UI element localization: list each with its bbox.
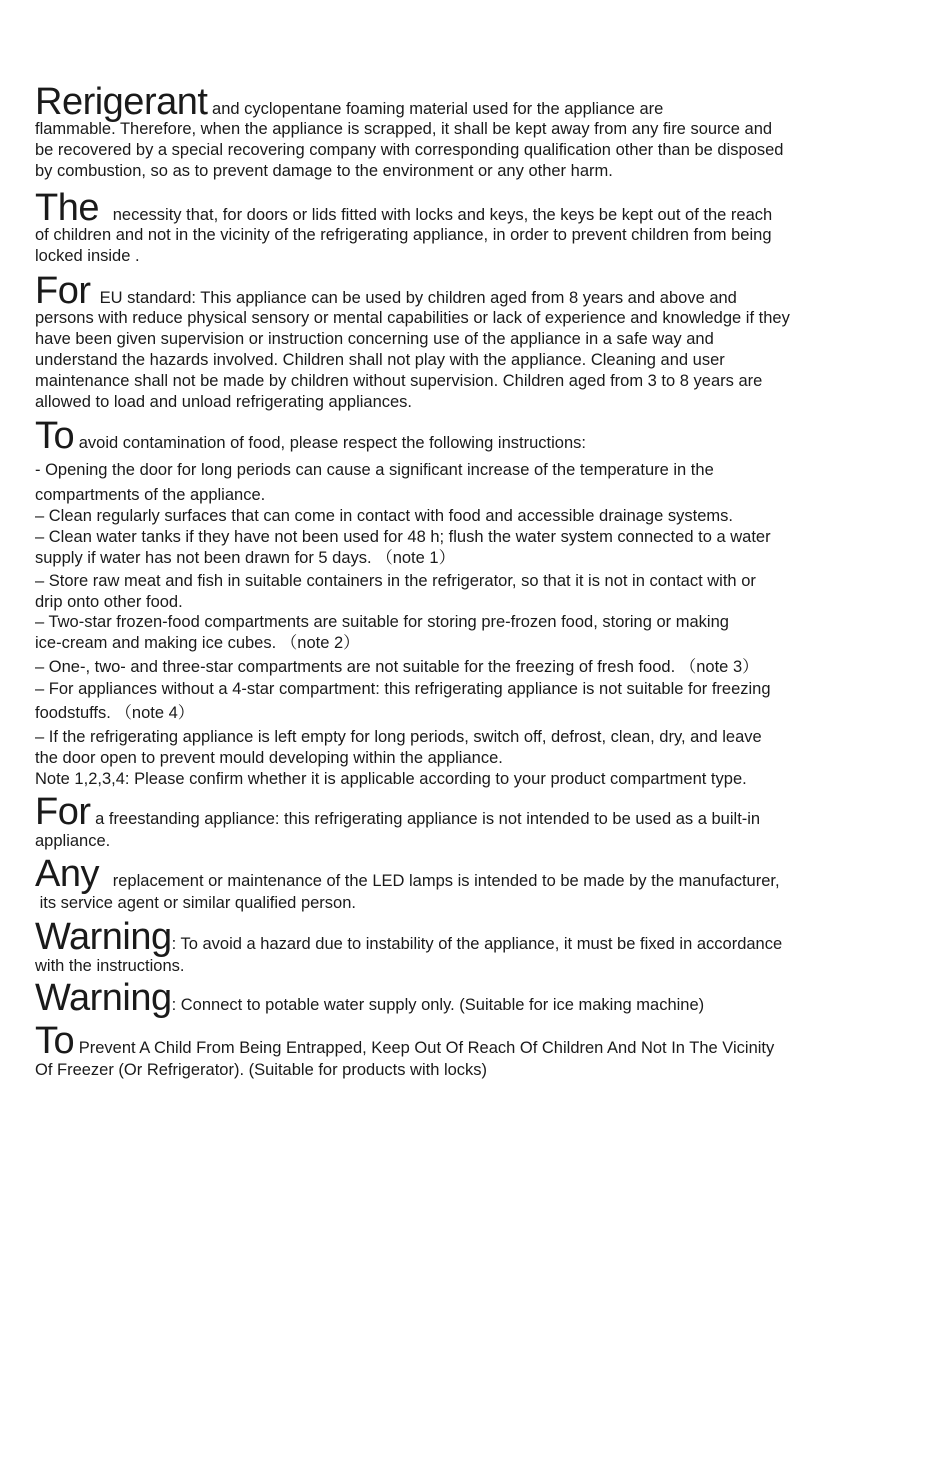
list-item: - Opening the door for long periods can cause a significant increase of the temperature in the <box>35 461 714 479</box>
paragraph-line: maintenance shall not be made by children without supervision. Children aged from 3 to 8 years are <box>35 372 763 390</box>
paragraph-line: appliance. <box>35 832 111 850</box>
list-item: – Store raw meat and fish in suitable containers in the refrigerator, so that it is not in contact with or <box>35 572 756 590</box>
paragraph-line: be recovered by a special recovering company with corresponding qualification other than be disposed <box>35 141 784 159</box>
list-item: ice-cream and making ice cubes. （note 2） <box>35 634 360 652</box>
instructions-list <box>35 460 915 790</box>
paragraph-line: Prevent A Child From Being Entrapped, Keep Out Of Reach Of Children And Not In The Vicinity <box>78 1039 775 1057</box>
keys-paragraph <box>35 189 915 267</box>
list-item: – For appliances without a 4-star compartment: this refrigerating appliance is not suitable for freezing <box>35 680 771 698</box>
dropcap-word: Rerigerant <box>35 81 208 123</box>
paragraph-line: allowed to load and unload refrigerating appliances. <box>35 393 413 411</box>
paragraph-line: necessity that, for doors or lids fitted with locks and keys, the keys be kept out of the reach <box>112 206 773 224</box>
dropcap-word: Warning <box>35 977 172 1019</box>
paragraph-line: avoid contamination of food, please respect the following instructions: <box>78 434 586 452</box>
list-item: supply if water has not been drawn for 5 days. （note 1） <box>35 549 456 567</box>
paragraph-line: have been given supervision or instruction concerning use of the appliance in a safe way and <box>35 330 714 348</box>
list-item: – Clean regularly surfaces that can come in contact with food and accessible drainage systems. <box>35 507 733 525</box>
list-item: – One-, two- and three-star compartments are not suitable for the freezing of fresh food. （note 3） <box>35 658 759 676</box>
paragraph-line: of children and not in the vicinity of the refrigerating appliance, in order to prevent children from being <box>35 226 772 244</box>
warning-water-paragraph <box>35 979 915 1017</box>
paragraph-line: EU standard: This appliance can be used by children aged from 8 years and above and <box>99 289 737 307</box>
note-line: Note 1,2,3,4: Please confirm whether it is applicable according to your product compartment type. <box>35 770 747 788</box>
paragraph-line: replacement or maintenance of the LED lamps is intended to be made by the manufacturer, <box>112 872 780 890</box>
eu-standard-paragraph <box>35 272 915 413</box>
list-item: – Two-star frozen-food compartments are suitable for storing pre-frozen food, storing or making <box>35 613 729 631</box>
paragraph-line: persons with reduce physical sensory or mental capabilities or lack of experience and knowledge if they <box>35 309 790 327</box>
entrapment-paragraph <box>35 1022 915 1081</box>
list-item: drip onto other food. <box>35 593 183 611</box>
paragraph-line: understand the hazards involved. Children shall not play with the appliance. Cleaning and user <box>35 351 725 369</box>
paragraph-line: flammable. Therefore, when the appliance is scrapped, it shall be kept away from any fire source and <box>35 120 773 138</box>
dropcap-word: Warning <box>35 916 172 958</box>
paragraph-line: : Connect to potable water supply only. (Suitable for ice making machine) <box>171 996 705 1014</box>
list-item: – If the refrigerating appliance is left empty for long periods, switch off, defrost, clean, dry, and leave <box>35 728 762 746</box>
paragraph-line: with the instructions. <box>35 957 185 975</box>
dropcap-word: Any <box>35 853 99 895</box>
warning-instability-paragraph <box>35 918 915 977</box>
paragraph-line: a freestanding appliance: this refrigerating appliance is not intended to be used as a built-in <box>95 810 761 828</box>
paragraph-line: locked inside . <box>35 247 140 265</box>
led-lamps-paragraph <box>35 855 915 914</box>
paragraph-line: by combustion, so as to prevent damage to the environment or any other harm. <box>35 162 613 180</box>
dropcap-word: To <box>35 415 75 457</box>
dropcap-word: For <box>35 270 91 312</box>
dropcap-word: To <box>35 1020 75 1062</box>
contamination-heading <box>35 417 915 455</box>
dropcap-word: The <box>35 187 99 229</box>
list-item: foodstuffs. （note 4） <box>35 704 195 722</box>
dropcap-word: For <box>35 791 91 833</box>
list-item: compartments of the appliance. <box>35 486 266 504</box>
paragraph-line: Of Freezer (Or Refrigerator). (Suitable for products with locks) <box>35 1061 488 1079</box>
paragraph-line: its service agent or similar qualified person. <box>35 894 356 912</box>
freestanding-paragraph <box>35 793 915 852</box>
list-item: – Clean water tanks if they have not been used for 48 h; flush the water system connected to a water <box>35 528 771 546</box>
list-item: the door open to prevent mould developing within the appliance. <box>35 749 503 767</box>
paragraph-line: : To avoid a hazard due to instability of the appliance, it must be fixed in accordance <box>171 935 783 953</box>
paragraph-line: and cyclopentane foaming material used for the appliance are <box>212 100 664 118</box>
refrigerant-paragraph <box>35 83 915 182</box>
